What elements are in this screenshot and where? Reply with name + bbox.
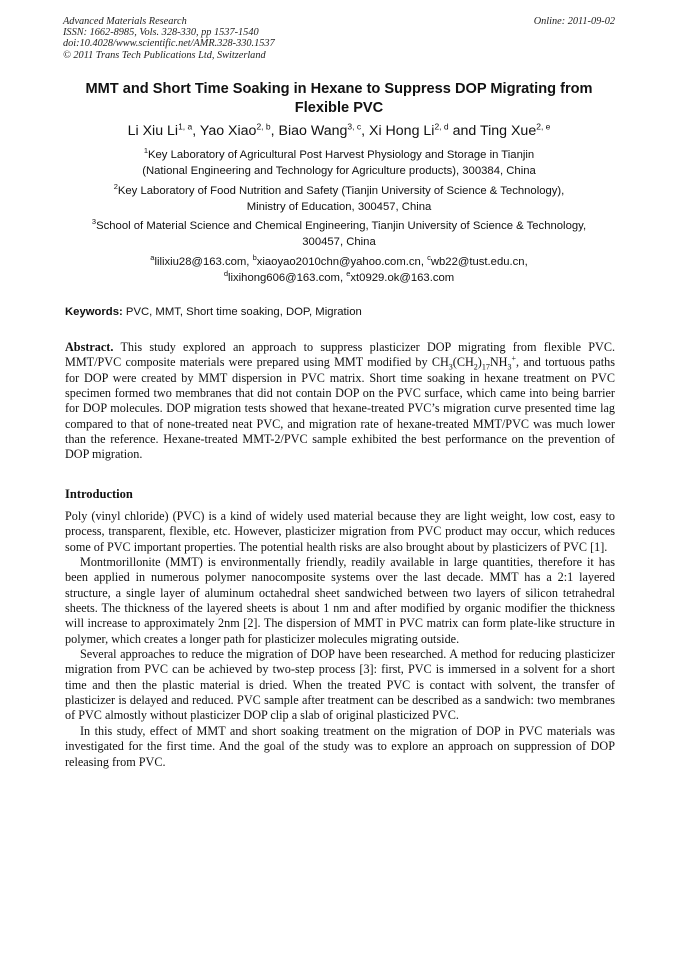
aff-line: School of Material Science and Chemical Engineering, Tianjin University of Science & Technology, — [96, 220, 587, 232]
keywords — [65, 305, 615, 320]
author-sup: 2, e — [536, 121, 551, 132]
paragraph: Montmorillonite (MMT) is environmentally friendly, readily available in large quantities, therefore it has been applied in numerous polymer nanocomposite systems over the last decade. MMT has a 2:1 layered structure, a single layer of aluminum octahedral sheet sandwiched between two layers of silicon tetrahedral sheets. The thickness of the layered sheets is about 1 nm and after modified by organic modifier the thickness will increase to approximately 2nm [2]. The dispersion of MMT in PVC matrix can form plate-like structure in polymer, which creates a longer path for plasticizer molecules migrating outside. — [65, 555, 615, 646]
journal-name: Advanced Materials Research — [63, 16, 187, 27]
email-link[interactable]: wb22@tust.edu.cn, — [430, 256, 528, 268]
abstract — [65, 340, 615, 463]
issn-line: ISSN: 1662-8985, Vols. 328-330, pp 1537-1540 — [63, 27, 259, 39]
title-line-1: MMT and Short Time Soaking in Hexane to Suppress DOP Migrating from — [85, 81, 593, 97]
affiliation-2 — [50, 184, 628, 215]
aff-sup: 2 — [113, 182, 118, 192]
author-sep: , — [270, 123, 279, 139]
author-sep: , — [192, 123, 200, 139]
author-name: Ting Xue — [479, 123, 537, 139]
formula-text: (CH — [452, 355, 474, 370]
keywords-text: PVC, MMT, Short time soaking, DOP, Migration — [122, 306, 362, 318]
aff-line: Key Laboratory of Agricultural Post Harvest Physiology and Storage in Tianjin — [147, 149, 535, 161]
keywords-label: Keywords: — [65, 306, 123, 318]
paper-title — [50, 80, 628, 118]
abstract-text: , and tortuous paths for DOP were created by MMT dispersion in PVC matrix. Short time soaking in hexane treatment on PVC specimen formed two membranes that did not contain DOP on the PVC surface, which came into being barrier for DOP molecules. DOP migration tests showed that hexane-treated PVC’s migration curve presented time lag compared to that of none-treated neat PVC, and migration rate of hexane-treated MMT/PVC was much lower than the reference. Hexane-treated MMT-2/PVC sample exhibited the best performance on the prevention of DOP migration. — [65, 355, 615, 462]
aff-sup: 3 — [91, 217, 97, 227]
aff-line: Key Laboratory of Food Nutrition and Safety (Tianjin University of Science & Technology), — [117, 185, 565, 197]
email-link[interactable]: lilixiu28@163.com, — [154, 256, 253, 268]
doi-line: doi:10.4028/www.scientific.net/AMR.328-330.1537 — [63, 38, 275, 50]
formula-text: NH — [489, 355, 508, 370]
journal-header — [63, 16, 615, 61]
paragraph: Several approaches to reduce the migration of DOP have been researched. A method for reducing plasticizer migration from PVC can be achieved by two-step process [3]: first, PVC is immersed in a solvent for a short time and then the plastic material is dried. When the treated PVC is contact with solvent, the transfer of plasticizer is delayed and reduced. PVC sample after treatment can be described as a sandwich: two membranes of PVC almostly without plasticizer DOP clip a slab of original plasticized PVC. — [65, 647, 615, 723]
paragraph: Poly (vinyl chloride) (PVC) is a kind of widely used material because they are light weight, low cost, easy to process, transparent, flexible, etc. However, plasticizer migration from PVC product may occur, which reduces some of PVC important properties. The potential health risks are also brought about by plasticizers of PVC [1]. — [65, 509, 615, 554]
formula-text: ) — [477, 355, 482, 370]
email-link[interactable]: lixihong606@163.com, — [227, 271, 347, 284]
affiliation-3 — [50, 219, 628, 250]
author-sep: , — [361, 123, 369, 139]
email-sup: a — [150, 253, 155, 263]
email-sup: b — [252, 253, 257, 263]
email-sup: c — [427, 253, 431, 263]
author-list — [50, 122, 628, 140]
formula-sub: 3 — [507, 362, 512, 372]
paragraph: In this study, effect of MMT and short soaking treatment on the migration of DOP in PVC materials was investigated for the first time. And the goal of the study was to explore an approach on suppression of DOP releasing from PVC. — [65, 723, 615, 769]
affiliation-1 — [50, 148, 628, 179]
title-line-2: Flexible PVC — [294, 100, 384, 116]
section-heading-introduction: Introduction — [65, 487, 133, 501]
aff-sup: 1 — [143, 146, 148, 156]
author-sep: and — [448, 123, 480, 139]
author-sup: 2, b — [256, 121, 271, 132]
aff-line: Ministry of Education, 300457, China — [246, 200, 432, 213]
formula-sup: + — [511, 354, 516, 364]
formula-sub: 2 — [473, 362, 478, 372]
copyright-line: © 2011 Trans Tech Publications Ltd, Switzerland — [63, 49, 266, 61]
author-name: Xi Hong Li — [368, 123, 435, 139]
email-link[interactable]: xiaoyao2010chn@yahoo.com.cn, — [256, 256, 428, 268]
email-sup: e — [346, 268, 351, 278]
abstract-text: This study explored an approach to suppress plasticizer DOP migrating from flexible PVC. MMT/PVC composite materials were prepared using MMT modified by CH — [65, 340, 615, 370]
aff-line: 300457, China — [302, 235, 376, 248]
formula-sub: 3 — [448, 362, 453, 372]
author-name: Yao Xiao — [199, 123, 257, 139]
formula-sub: 17 — [481, 362, 490, 372]
author-name: Biao Wang — [278, 123, 348, 139]
introduction-body — [65, 509, 615, 770]
abstract-label: Abstract. — [65, 340, 114, 354]
author-sup: 1, a — [178, 121, 193, 132]
aff-line: (National Engineering and Technology for Agriculture products), 300384, China — [142, 164, 536, 177]
online-date: Online: 2011-09-02 — [533, 16, 615, 27]
author-sup: 3, c — [347, 121, 362, 132]
author-sup: 2, d — [434, 121, 449, 132]
author-name: Li Xiu Li — [127, 123, 179, 139]
email-link[interactable]: xt0929.ok@163.com — [350, 271, 455, 284]
email-block — [50, 255, 628, 286]
email-sup: d — [223, 268, 228, 278]
